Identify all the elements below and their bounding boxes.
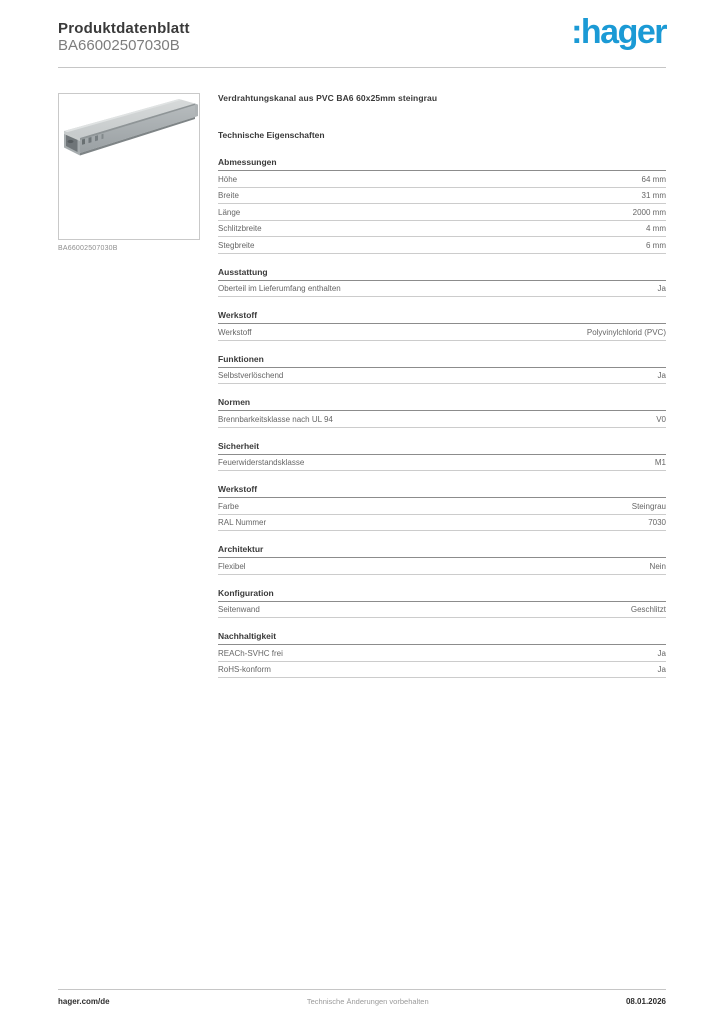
spec-section <box>218 544 666 575</box>
spec-section-title: Normen <box>218 397 666 411</box>
spec-row-value: Polyvinylchlorid (PVC) <box>586 327 666 337</box>
product-title: Verdrahtungskanal aus PVC BA6 60x25mm steingrau <box>218 93 438 103</box>
spec-row-label: Werkstoff <box>218 327 252 337</box>
spec-row-label: Oberteil im Lieferumfang enthalten <box>218 284 341 293</box>
spec-row-value: Nein <box>649 561 666 571</box>
footer-date: 08.01.2026 <box>625 997 666 1006</box>
spec-row-value: 31 mm <box>641 191 666 200</box>
spec-section <box>218 441 666 472</box>
spec-sections <box>218 157 666 678</box>
spec-section <box>218 397 666 428</box>
product-reference: BA66002507030B <box>58 37 180 54</box>
footer-disclaimer: Technische Änderungen vorbehalten <box>306 997 429 1006</box>
hager-logo: :hager <box>571 13 666 51</box>
header-divider <box>58 67 666 68</box>
spec-row <box>218 498 666 515</box>
spec-row-label: Breite <box>218 191 239 200</box>
spec-row-value: Ja <box>657 284 666 293</box>
product-image-column <box>58 93 200 252</box>
spec-row-label: Länge <box>218 207 241 217</box>
spec-row-value: 6 mm <box>646 240 666 250</box>
spec-row-value: V0 <box>656 414 666 424</box>
technical-properties-heading: Technische Eigenschaften <box>218 130 325 140</box>
spec-row-value: 7030 <box>648 518 666 527</box>
spec-section-title: Ausstattung <box>218 267 666 281</box>
spec-row-value: 2000 mm <box>632 207 666 217</box>
footer <box>58 989 666 1006</box>
spec-row-label: Feuerwiderstandsklasse <box>218 458 305 467</box>
spec-section <box>218 157 666 254</box>
product-image <box>59 94 199 239</box>
spec-row <box>218 515 666 532</box>
spec-row-label: Stegbreite <box>218 240 255 250</box>
spec-row <box>218 204 666 221</box>
spec-row-label: RoHS-konform <box>218 665 271 674</box>
spec-row-label: RAL Nummer <box>218 518 267 527</box>
footer-website: hager.com/de <box>58 997 110 1006</box>
spec-row-label: Brennbarkeitsklasse nach UL 94 <box>218 414 333 424</box>
spec-row-label: Höhe <box>218 174 238 184</box>
spec-row <box>218 171 666 188</box>
document-type-title: Produktdatenblatt <box>58 20 190 37</box>
specifications-column <box>218 93 666 691</box>
spec-row-label: Farbe <box>218 501 239 511</box>
header <box>58 13 666 68</box>
spec-row <box>218 558 666 575</box>
spec-section-title: Werkstoff <box>218 310 666 324</box>
spec-row-value: 64 mm <box>641 174 666 184</box>
spec-row-value: Steingrau <box>631 501 666 511</box>
spec-section-title: Architektur <box>218 544 666 558</box>
spec-section <box>218 484 666 531</box>
spec-row-value: Ja <box>657 371 666 380</box>
spec-section-title: Sicherheit <box>218 441 666 455</box>
spec-row <box>218 645 666 662</box>
spec-section-title: Konfiguration <box>218 588 666 602</box>
spec-row-value: 4 mm <box>646 224 666 233</box>
spec-row <box>218 602 666 619</box>
main-content <box>58 93 666 691</box>
product-image-frame <box>58 93 200 240</box>
product-image-caption: BA66002507030B <box>58 245 118 252</box>
spec-row-value: M1 <box>654 458 666 467</box>
spec-row <box>218 188 666 205</box>
spec-row <box>218 324 666 341</box>
spec-row-value: Ja <box>657 648 666 658</box>
spec-row <box>218 411 666 428</box>
header-titles <box>58 20 190 54</box>
spec-row <box>218 281 666 298</box>
spec-row-label: Seitenwand <box>218 605 260 614</box>
spec-section-title: Nachhaltigkeit <box>218 631 666 645</box>
spec-row <box>218 237 666 254</box>
spec-section <box>218 267 666 298</box>
spec-section <box>218 354 666 385</box>
spec-row-label: Flexibel <box>218 561 246 571</box>
spec-row-label: REACh-SVHC frei <box>218 648 283 658</box>
spec-section-title: Funktionen <box>218 354 666 368</box>
spec-section-title: Abmessungen <box>218 157 666 171</box>
spec-row <box>218 662 666 679</box>
spec-row-value: Geschlitzt <box>630 605 666 614</box>
spec-section <box>218 310 666 341</box>
spec-row <box>218 455 666 472</box>
spec-section-title: Werkstoff <box>218 484 666 498</box>
spec-row-label: Schlitzbreite <box>218 224 262 233</box>
spec-section <box>218 631 666 678</box>
spec-row <box>218 221 666 238</box>
spec-section <box>218 588 666 619</box>
spec-row-label: Selbstverlöschend <box>218 371 284 380</box>
spec-row-value: Ja <box>657 665 666 674</box>
spec-row <box>218 368 666 385</box>
